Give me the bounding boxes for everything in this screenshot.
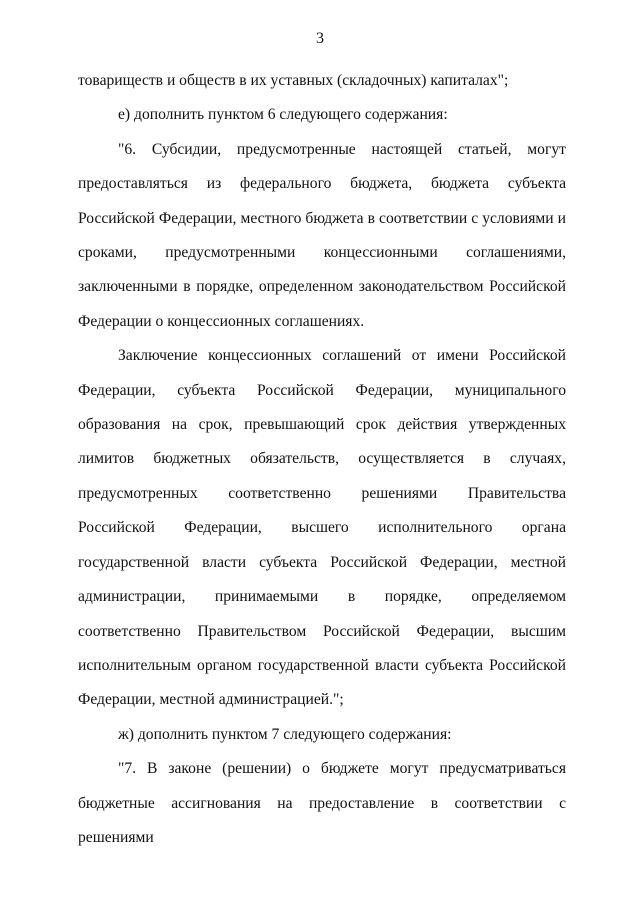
page-number: 3 <box>316 30 324 47</box>
document-body <box>78 64 566 855</box>
paragraph-concession-agreements: Заключение концессионных соглашений от имени Российской Федерации, субъекта Российской Федерации, муниципального образования на срок, превышающий срок действия утвержденных лимитов бюджетных обязательств, осуществляется в случаях, предусмотренных соответственно решениями Правительства Российской Федерации, высшего исполнительного органа государственной власти субъекта Российской Федерации, местной администрации, принимаемыми в порядке, определяемом соответственно Правительством Российской Федерации, высшим исполнительным органом государственной власти субъекта Российской Федерации, местной администрацией."; <box>78 347 566 709</box>
paragraph-continuation: товариществ и обществ в их уставных (складочных) капиталах"; <box>78 72 509 89</box>
paragraph-item-zh: ж) дополнить пунктом 7 следующего содержания: <box>118 725 452 743</box>
paragraph-point-7: "7. В законе (решении) о бюджете могут предусматриваться бюджетные ассигнования на предоставление в соответствии с решениями <box>78 760 566 846</box>
paragraph-point-6: "6. Субсидии, предусмотренные настоящей статьей, могут предоставляться из федерального бюджета, бюджета субъекта Российской Федерации, местного бюджета в соответствии с условиями и сроками, предусмотренными концессионными соглашениями, заключенными в порядке, определенном законодательством Российской Федерации о концессионных соглашениях. <box>78 140 566 330</box>
paragraph-item-e: е) дополнить пунктом 6 следующего содержания: <box>118 106 448 124</box>
